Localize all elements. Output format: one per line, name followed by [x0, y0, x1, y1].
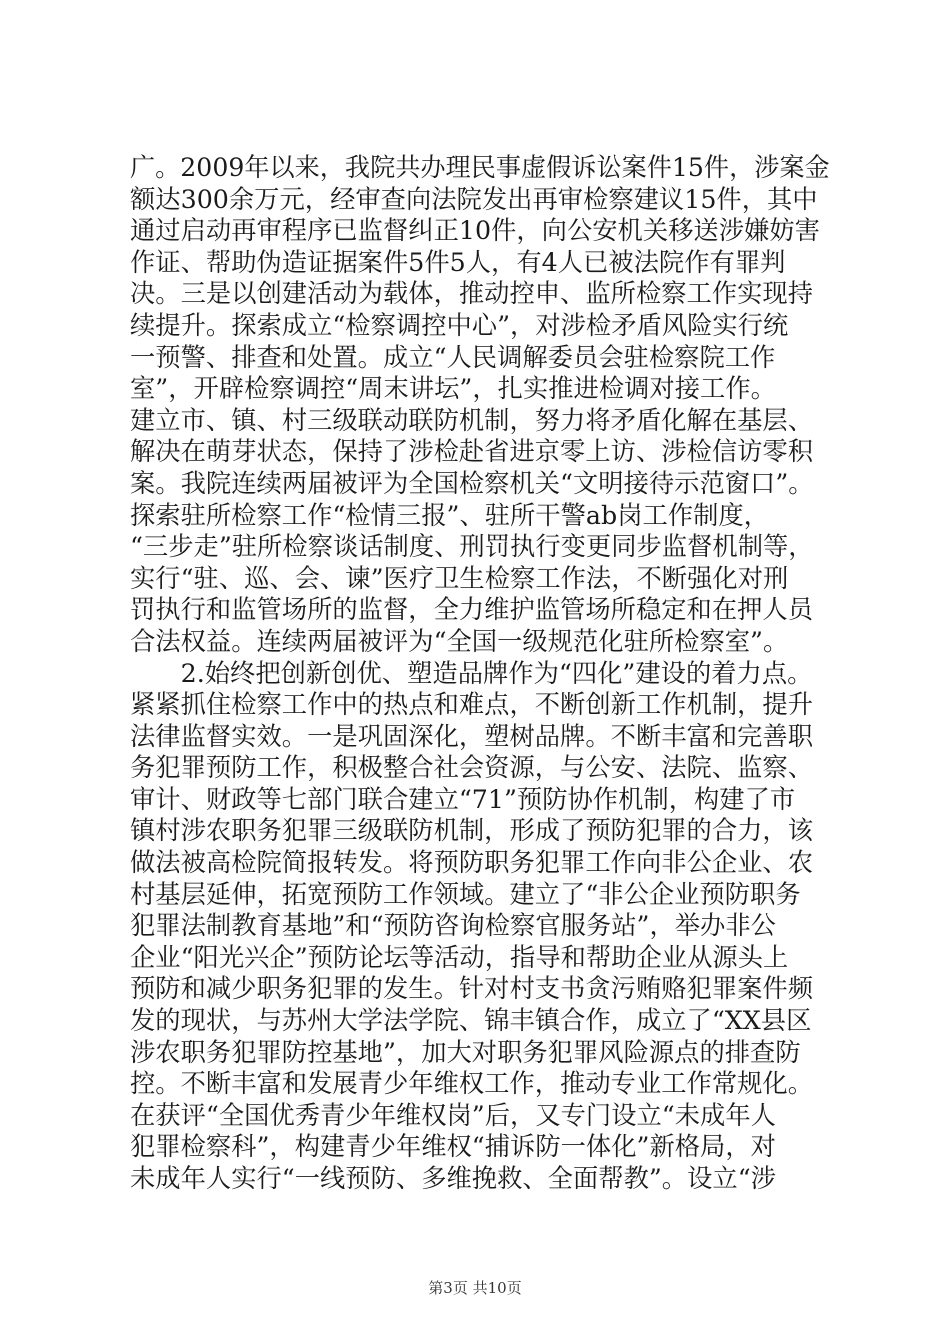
- text-line: 法律监督实效。一是巩固深化，塑树品牌。不断丰富和完善职: [130, 721, 814, 751]
- text-line: 决。三是以创建活动为载体，推动控申、监所检察工作实现持: [130, 279, 814, 309]
- text-line: 室”，开辟检察调控“周末讲坛”，扎实推进检调对接工作。: [130, 374, 776, 404]
- text-line: 预防和减少职务犯罪的发生。针对村支书贪污贿赂犯罪案件频: [130, 974, 814, 1004]
- text-line: 审计、财政等七部门联合建立“71”预防协作机制，构建了市: [130, 784, 796, 814]
- text-line: 企业“阳光兴企”预防论坛等活动，指导和帮助企业从源头上: [130, 942, 789, 972]
- text-line: 解决在萌芽状态，保持了涉检赴省进京零上访、涉检信访零积: [130, 437, 814, 467]
- text-line: 额达300余万元，经审查向法院发出再审检察建议15件，其中: [130, 184, 818, 214]
- text-line: 罚执行和监管场所的监督，全力维护监管场所稳定和在押人员: [130, 595, 814, 625]
- text-line: 作证、帮助伪造证据案件5件5人，有4人已被法院作有罪判: [130, 247, 786, 277]
- text-line: 做法被高检院简报转发。将预防职务犯罪工作向非公企业、农: [130, 848, 814, 878]
- text-line: 通过启动再审程序已监督纠正10件，向公安机关移送涉嫌妨害: [130, 216, 820, 246]
- text-line: 紧紧抓住检察工作中的热点和难点，不断创新工作机制，提升: [130, 690, 814, 720]
- page-footer: 第3页 共10页: [428, 1279, 522, 1297]
- text-line: 务犯罪预防工作，积极整合社会资源，与公安、法院、监察、: [130, 753, 814, 783]
- paragraph-start-line: 2.始终把创新创优、塑造品牌作为“四化”建设的着力点。: [130, 658, 813, 688]
- text-line: 一预警、排查和处置。成立“人民调解委员会驻检察院工作: [130, 342, 776, 372]
- text-line: 发的现状，与苏州大学法学院、锦丰镇合作，成立了“XX县区: [130, 1006, 812, 1036]
- text-line: 建立市、镇、村三级联动联防机制，努力将矛盾化解在基层、: [130, 405, 814, 435]
- text-line: 犯罪法制教育基地”和“预防咨询检察官服务站”，举办非公: [130, 911, 776, 941]
- text-line: “三步走”驻所检察谈话制度、刑罚执行变更同步监督机制等，: [130, 532, 814, 562]
- text-line: 续提升。探索成立“检察调控中心”，对涉检矛盾风险实行统: [130, 310, 789, 340]
- text-line: 犯罪检察科”，构建青少年维权“捕诉防一体化”新格局，对: [130, 1132, 776, 1162]
- text-line: 探索驻所检察工作“检情三报”、驻所干警ab岗工作制度，: [130, 500, 769, 530]
- text-line: 案。我院连续两届被评为全国检察机关“文明接待示范窗口”。: [130, 468, 814, 498]
- text-line: 控。不断丰富和发展青少年维权工作，推动专业工作常规化。: [130, 1069, 814, 1099]
- text-line: 在获评“全国优秀青少年维权岗”后，又专门设立“未成年人: [130, 1100, 776, 1130]
- text-line: 村基层延伸，拓宽预防工作领域。建立了“非公企业预防职务: [130, 879, 801, 909]
- text-line: 广。2009年以来，我院共办理民事虚假诉讼案件15件，涉案金: [130, 153, 830, 182]
- document-body: [130, 152, 830, 1195]
- text-line: 涉农职务犯罪防控基地”，加大对职务犯罪风险源点的排查防: [130, 1037, 801, 1067]
- text-line: 实行“驻、巡、会、谏”医疗卫生检察工作法，不断强化对刑: [130, 563, 789, 593]
- text-line: 未成年人实行“一线预防、多维挽救、全面帮教”。设立“涉: [130, 1164, 776, 1193]
- text-line: 镇村涉农职务犯罪三级联防机制，形成了预防犯罪的合力，该: [130, 816, 814, 846]
- text-line: 合法权益。连续两届被评为“全国一级规范化驻所检察室”。: [130, 626, 789, 656]
